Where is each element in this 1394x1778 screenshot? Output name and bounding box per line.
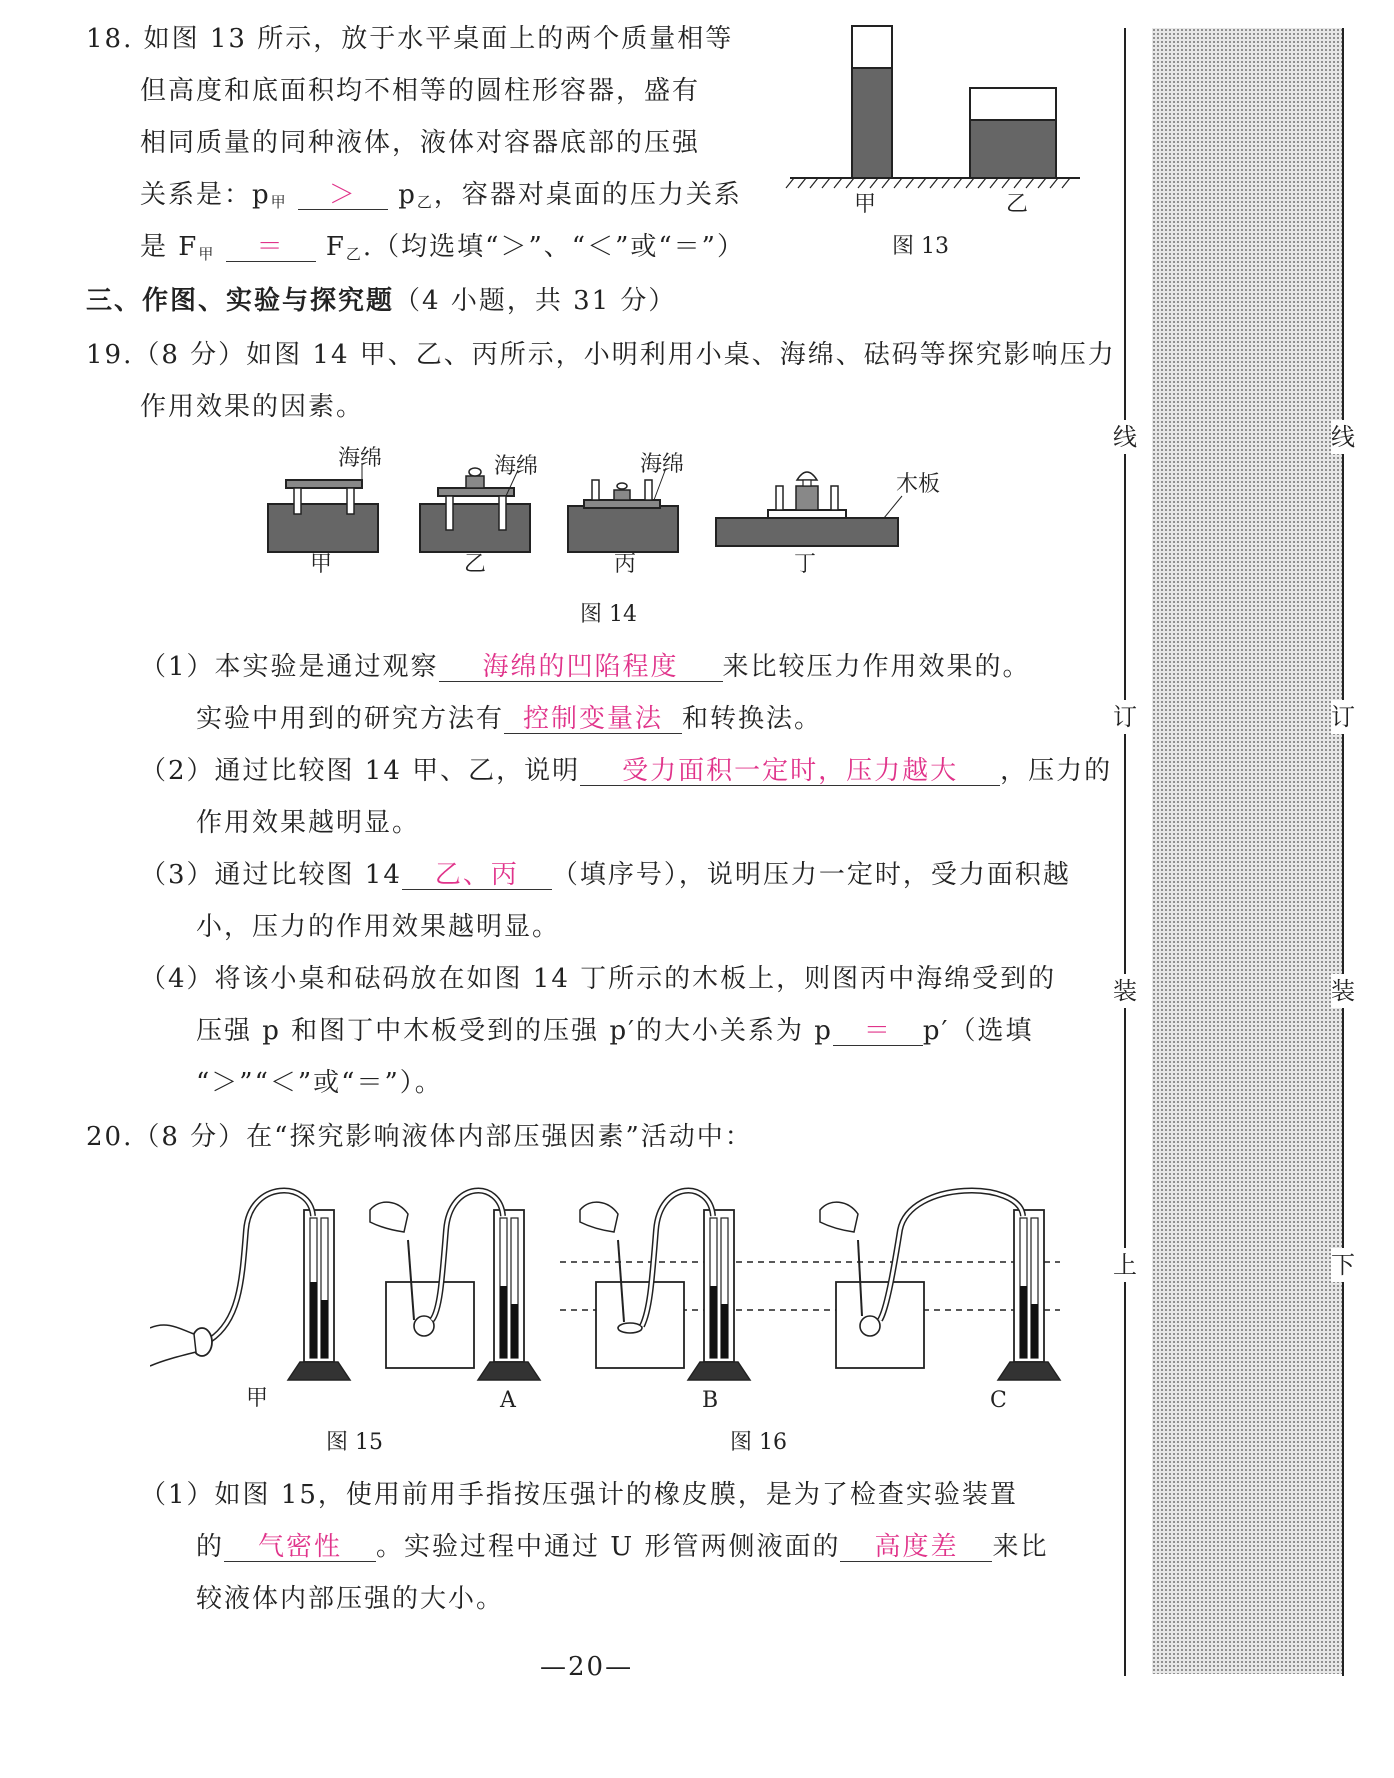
q18-line-2: 但高度和底面积均不相等的圆柱形容器，盛有 bbox=[140, 76, 701, 106]
q18-answer-force[interactable]: ＝ bbox=[226, 233, 316, 262]
q20-sub1-line-3: 较液体内部压强的大小。 bbox=[196, 1584, 505, 1614]
q18-text-F2: F bbox=[325, 232, 346, 262]
subscript-jia: 甲 bbox=[198, 245, 216, 263]
q20-sub1-answer-2[interactable]: 高度差 bbox=[840, 1533, 992, 1562]
q19-sub2-text-a: （2）通过比较图 14 甲、乙，说明 bbox=[140, 756, 581, 786]
q19-sub1-line-2 bbox=[196, 704, 822, 734]
binding-char-left-xian: 线 bbox=[1113, 420, 1137, 454]
manometer-c bbox=[820, 1191, 1060, 1380]
q19-sub1-text-d: 和转换法。 bbox=[682, 704, 823, 734]
q19-sub1-text-c: 实验中用到的研究方法有 bbox=[196, 704, 505, 734]
fig14-panel-label-jia: 甲 bbox=[310, 552, 333, 577]
liquid-yi bbox=[970, 120, 1056, 178]
binding-char-right-ding: 订 bbox=[1331, 700, 1355, 734]
q19-sub4-answer[interactable]: ＝ bbox=[833, 1017, 923, 1046]
table-hatching bbox=[786, 178, 1070, 188]
q18-line-3: 相同质量的同种液体，液体对容器底部的压强 bbox=[140, 128, 701, 158]
fig14-panel-label-bing: 丙 bbox=[614, 552, 637, 577]
fig16-caption: 图 16 bbox=[730, 1430, 787, 1455]
q19-sub4-line-2 bbox=[196, 1016, 1033, 1046]
q18-text-instruction: .（均选填“＞”、“＜”或“＝”） bbox=[362, 232, 745, 262]
q19-sub2-line-1 bbox=[140, 756, 1112, 786]
fig16-label-c: C bbox=[990, 1388, 1007, 1413]
q18-line-1: 18. 如图 13 所示，放于水平桌面上的两个质量相等 bbox=[86, 24, 734, 54]
q19-sub4-text-b: 压强 p 和图丁中木板受到的压强 p′的大小关系为 p bbox=[196, 1016, 833, 1046]
q19-line-2: 作用效果的因素。 bbox=[140, 392, 365, 422]
q18-text-relation-pressure: 关系是：p bbox=[140, 180, 271, 210]
q18-line-5 bbox=[140, 232, 745, 269]
fig14-label-sponge-3: 海绵 bbox=[640, 452, 685, 477]
section-3-heading bbox=[86, 286, 676, 316]
fig14-caption: 图 14 bbox=[580, 602, 637, 627]
fig14-panel-ding bbox=[716, 472, 902, 546]
page-number: —20— bbox=[540, 1652, 634, 1682]
fig14-panel-bing bbox=[568, 468, 678, 552]
liquid-jia bbox=[852, 68, 892, 178]
q20-sub1-text-c: 。实验过程中通过 U 形管两侧液面的 bbox=[376, 1532, 841, 1562]
binding-char-right-zhuang: 装 bbox=[1331, 974, 1355, 1008]
fig13-caption: 图 13 bbox=[892, 234, 949, 259]
q20-sub1-line-1: （1）如图 15，使用前用手指按压强计的橡皮膜，是为了检查实验装置 bbox=[140, 1480, 1018, 1510]
q20-sub1-text-b: 的 bbox=[196, 1532, 225, 1562]
manometer-a bbox=[370, 1191, 540, 1380]
q19-sub1-answer-1[interactable]: 海绵的凹陷程度 bbox=[439, 653, 723, 682]
section-3-info: （4 小题，共 31 分） bbox=[394, 286, 677, 316]
fig16-label-a: A bbox=[500, 1388, 516, 1413]
q19-sub1-text-b: 来比较压力作用效果的。 bbox=[722, 652, 1031, 682]
manometer-jia bbox=[150, 1191, 350, 1380]
binding-hatched-strip bbox=[1152, 28, 1344, 1674]
q18-line-4 bbox=[140, 180, 742, 217]
fig13-label-jia: 甲 bbox=[854, 192, 877, 217]
q20-sub1-answer-1[interactable]: 气密性 bbox=[224, 1533, 376, 1562]
manometer-b bbox=[580, 1191, 750, 1380]
q19-sub2-answer[interactable]: 受力面积一定时，压力越大 bbox=[580, 757, 1000, 786]
binding-line-right bbox=[1342, 28, 1344, 1676]
q18-answer-pressure[interactable]: ＞ bbox=[298, 181, 388, 210]
binding-char-left-shang: 上 bbox=[1113, 1248, 1137, 1282]
figure-15-16 bbox=[150, 1170, 1070, 1400]
q19-sub3-line-2: 小，压力的作用效果越明显。 bbox=[196, 912, 561, 942]
q19-sub3-line-1 bbox=[140, 860, 1071, 890]
q18-text-force-relation: ，容器对桌面的压力关系 bbox=[433, 180, 742, 210]
fig16-label-b: B bbox=[702, 1388, 719, 1413]
subscript-yi: 乙 bbox=[345, 245, 363, 263]
subscript-jia: 甲 bbox=[270, 193, 288, 211]
fig14-label-board: 木板 bbox=[896, 472, 941, 497]
binding-char-right-xia: 下 bbox=[1331, 1248, 1355, 1282]
q19-sub4-line-3: “＞”“＜”或“＝”）。 bbox=[196, 1068, 443, 1098]
fig15-caption: 图 15 bbox=[326, 1430, 383, 1455]
q20-line-1: 20.（8 分）在“探究影响液体内部压强因素”活动中： bbox=[86, 1122, 753, 1152]
q19-sub3-text-a: （3）通过比较图 14 bbox=[140, 860, 402, 890]
q19-sub1-text-a: （1）本实验是通过观察 bbox=[140, 652, 439, 682]
q19-sub3-answer[interactable]: 乙、丙 bbox=[402, 861, 552, 890]
fig14-label-sponge-2: 海绵 bbox=[494, 454, 539, 479]
fig14-panel-yi bbox=[420, 468, 530, 552]
q19-sub1-answer-2[interactable]: 控制变量法 bbox=[504, 705, 682, 734]
subscript-yi: 乙 bbox=[416, 193, 434, 211]
q20-sub1-line-2 bbox=[196, 1532, 1048, 1562]
binding-char-left-ding: 订 bbox=[1113, 700, 1137, 734]
q19-sub4-text-c: p′（选填 bbox=[922, 1016, 1034, 1046]
q19-line-1: 19.（8 分）如图 14 甲、乙、丙所示，小明利用小桌、海绵、砝码等探究影响压力 bbox=[86, 340, 1116, 370]
figure-13 bbox=[780, 20, 1090, 260]
q20-sub1-text-d: 来比 bbox=[992, 1532, 1049, 1562]
fig14-panel-label-ding: 丁 bbox=[794, 552, 817, 577]
section-3-title: 三、作图、实验与探究题 bbox=[86, 286, 395, 316]
fig13-label-yi: 乙 bbox=[1006, 192, 1029, 217]
fig14-panel-jia bbox=[268, 464, 378, 552]
binding-line-left bbox=[1124, 28, 1126, 1676]
q18-text-p: p bbox=[398, 180, 417, 210]
q19-sub1-line-1 bbox=[140, 652, 1031, 682]
q19-sub2-line-2: 作用效果越明显。 bbox=[196, 808, 421, 838]
q19-sub3-text-b: （填序号），说明压力一定时，受力面积越 bbox=[551, 860, 1071, 890]
q19-sub4-line-1: （4）将该小桌和砝码放在如图 14 丁所示的木板上，则图丙中海绵受到的 bbox=[140, 964, 1057, 994]
binding-char-left-zhuang: 装 bbox=[1113, 974, 1137, 1008]
q19-sub2-text-b: ，压力的 bbox=[1000, 756, 1113, 786]
fig15-label-jia: 甲 bbox=[246, 1386, 269, 1411]
fig14-panel-label-yi: 乙 bbox=[464, 552, 487, 577]
fig14-label-sponge-1: 海绵 bbox=[338, 446, 383, 471]
q18-text-F: 是 F bbox=[140, 232, 199, 262]
binding-char-right-xian: 线 bbox=[1331, 420, 1355, 454]
